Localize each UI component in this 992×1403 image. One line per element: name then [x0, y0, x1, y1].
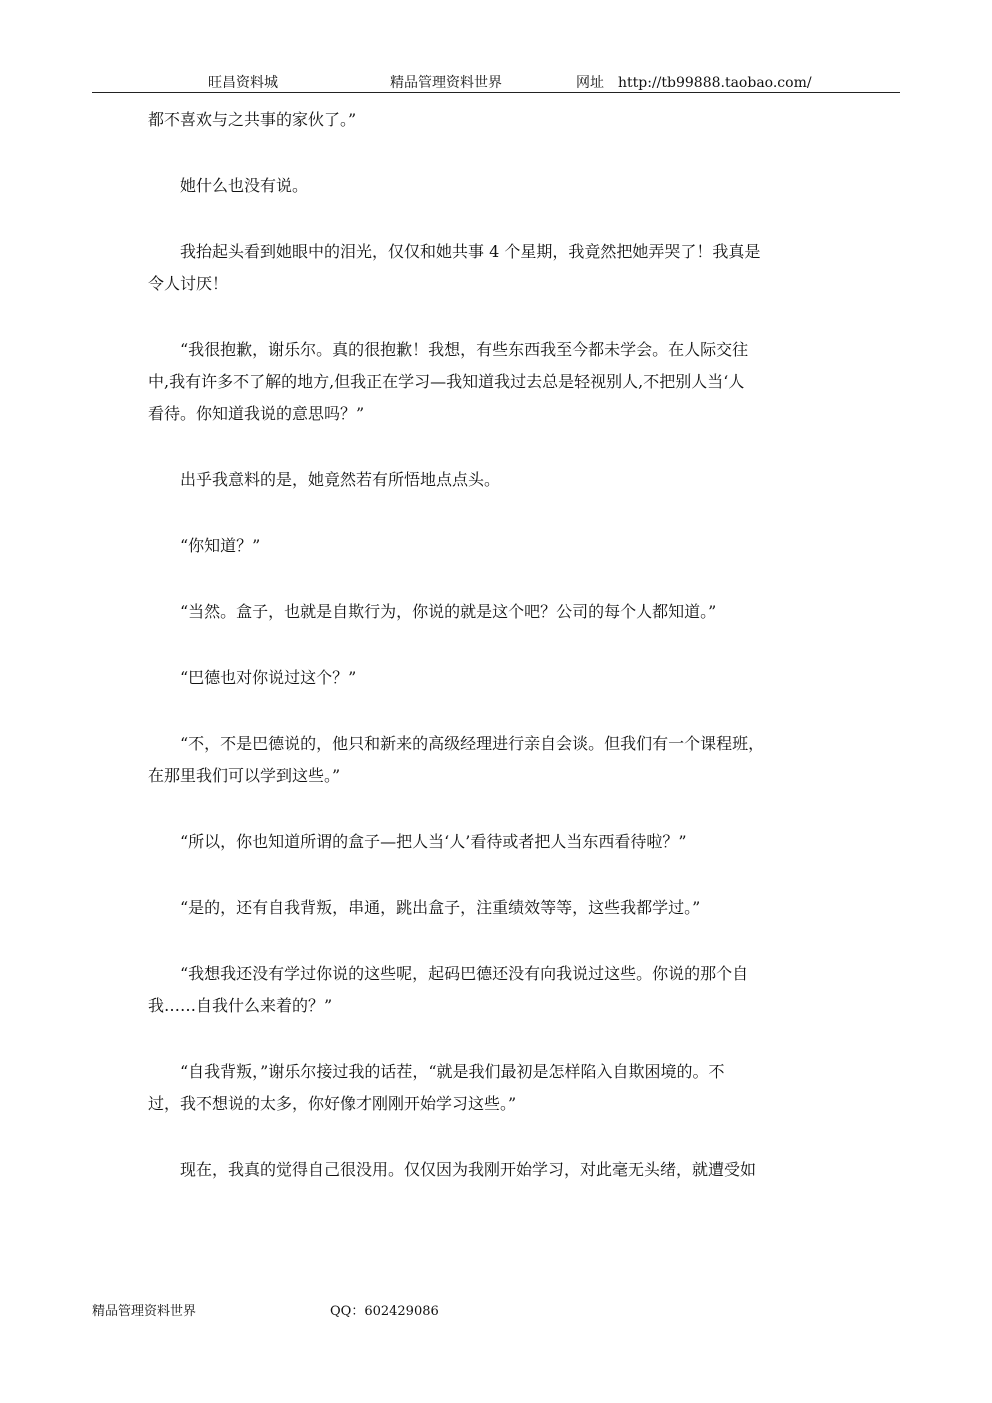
paragraph: [148, 662, 848, 694]
paragraph: [148, 728, 848, 792]
paragraph: [148, 1154, 848, 1186]
paragraph-line: 我抬起头看到她眼中的泪光，仅仅和她共事 4 个星期，我竟然把她弄哭了！我真是: [148, 242, 761, 261]
page-header: [0, 0, 992, 96]
paragraph: [148, 104, 848, 136]
paragraph-line: 她什么也没有说。: [148, 176, 309, 195]
paragraph: [148, 334, 848, 430]
paragraph: [148, 596, 848, 628]
paragraph-line: 令人讨厌！: [148, 274, 229, 293]
paragraph: [148, 236, 848, 300]
paragraph-line: 现在，我真的觉得自己很没用。仅仅因为我刚开始学习，对此毫无头绪，就遭受如: [148, 1160, 757, 1179]
paragraph-line: “所以，你也知道所谓的盒子—把人当‘人’看待或者把人当东西看待啦？”: [148, 832, 687, 851]
paragraph-line: 在那里我们可以学到这些。”: [148, 766, 341, 785]
document-body: [148, 104, 848, 1220]
paragraph-line: “当然。盒子，也就是自欺行为，你说的就是这个吧？公司的每个人都知道。”: [148, 602, 717, 621]
paragraph-line: “不，不是巴德说的，他只和新来的高级经理进行亲自会谈。但我们有一个课程班，: [148, 734, 765, 753]
paragraph: [148, 892, 848, 924]
paragraph: [148, 170, 848, 202]
header-divider: [92, 92, 900, 93]
header-tagline: 精品管理资料世界: [390, 75, 502, 91]
header-url-label: 网址: [576, 75, 604, 91]
paragraph-line: 过，我不想说的太多，你好像才刚刚开始学习这些。”: [148, 1094, 517, 1113]
paragraph-line: “自我背叛，”谢乐尔接过我的话茬，“就是我们最初是怎样陷入自欺困境的。不: [148, 1062, 725, 1081]
paragraph-line: 看待。你知道我说的意思吗？”: [148, 404, 365, 423]
paragraph: [148, 530, 848, 562]
paragraph-line: “我很抱歉，谢乐尔。真的很抱歉！我想，有些东西我至今都未学会。在人际交往: [148, 340, 749, 359]
footer-qq: QQ：602429086: [330, 1304, 439, 1319]
paragraph-line: 我……自我什么来着的？”: [148, 996, 333, 1015]
paragraph-line: 中,我有许多不了解的地方,但我正在学习—我知道我过去总是轻视别人,不把别人当‘人: [148, 372, 745, 391]
paragraph-line: “我想我还没有学过你说的这些呢，起码巴德还没有向我说过这些。你说的那个自: [148, 964, 749, 983]
header-url-block: [576, 72, 812, 92]
paragraph: [148, 1056, 848, 1120]
footer-site-name: 精品管理资料世界: [92, 1304, 197, 1319]
paragraph-line: 出乎我意料的是，她竟然若有所悟地点点头。: [148, 470, 501, 489]
header-site-name: 旺昌资料城: [208, 75, 278, 91]
paragraph-line: “你知道？”: [148, 536, 261, 555]
header-url-link[interactable]: http://tb99888.taobao.com/: [618, 75, 812, 91]
paragraph-line: “是的，还有自我背叛，串通，跳出盒子，注重绩效等等，这些我都学过。”: [148, 898, 701, 917]
paragraph-line: “巴德也对你说过这个？”: [148, 668, 357, 687]
paragraph: [148, 826, 848, 858]
paragraph: [148, 464, 848, 496]
paragraph-line: 都不喜欢与之共事的家伙了。”: [148, 110, 357, 129]
paragraph: [148, 958, 848, 1022]
